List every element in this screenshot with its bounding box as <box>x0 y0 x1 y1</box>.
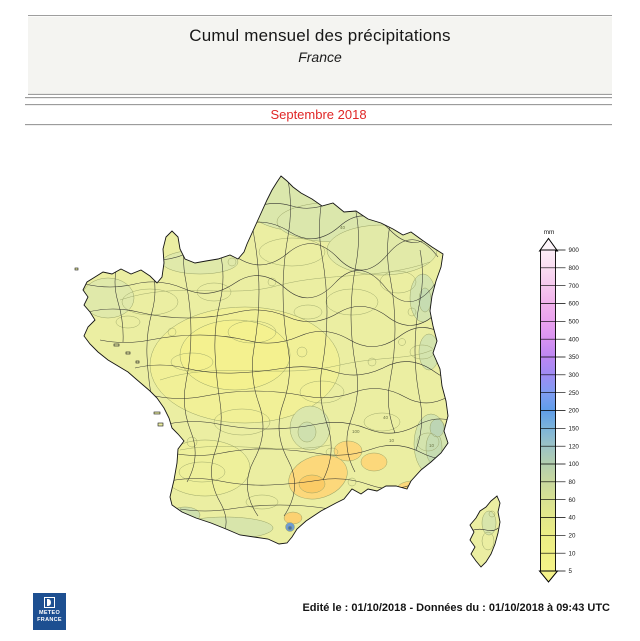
contour-value-label: 40 <box>340 225 346 230</box>
horizontal-rule <box>25 97 612 99</box>
legend-tick-label: 40 <box>568 514 576 522</box>
logo-text-line1: METEO <box>38 610 61 616</box>
precipitation-map <box>60 150 540 595</box>
legend-tick-label: 120 <box>568 443 579 451</box>
legend-tick-label: 300 <box>568 372 579 380</box>
legend-tick-label: 800 <box>568 265 579 273</box>
legend-tick-label: 500 <box>568 318 579 326</box>
legend-tick-label: 900 <box>568 247 579 255</box>
legend-tick-label: 700 <box>568 282 579 290</box>
legend-tick-label: 600 <box>568 300 579 308</box>
legend-tick-label: 20 <box>568 532 576 540</box>
legend-tick-label: 5 <box>568 568 572 576</box>
page-subtitle: France <box>298 49 342 65</box>
legend-tick-label: 60 <box>568 496 576 504</box>
legend-unit-label: mm <box>543 229 555 236</box>
meteo-france-logo-icon <box>44 597 55 608</box>
legend-tick-label: 400 <box>568 336 579 344</box>
month-band <box>25 104 612 125</box>
legend-tick-label: 350 <box>568 354 579 362</box>
legend-tick-label: 10 <box>568 550 576 558</box>
contour-value-label: 40 <box>383 415 389 420</box>
contour-value-label: 10 <box>389 438 395 443</box>
legend-bottom-arrow-icon <box>540 571 558 582</box>
legend-tick-label: 100 <box>568 461 579 469</box>
logo-text-line2: FRANCE <box>37 616 62 623</box>
header-box <box>28 15 612 95</box>
period-label: Septembre 2018 <box>270 107 367 122</box>
legend-tick-label: 150 <box>568 425 579 433</box>
legend-tick-label: 80 <box>568 479 576 487</box>
legend-tick-label: 200 <box>568 407 579 415</box>
legend-top-arrow-icon <box>540 239 558 252</box>
contour-value-label: 10 <box>429 443 435 448</box>
contour-value-label: 100 <box>352 429 360 434</box>
edition-info: Edité le : 01/10/2018 - Données du : 01/10/2018 à 09:43 UTC <box>302 602 610 614</box>
legend-tick-label: 250 <box>568 389 579 397</box>
meteo-france-logo <box>33 593 66 630</box>
corsica <box>470 496 500 567</box>
page-title: Cumul mensuel des précipitations <box>189 26 451 45</box>
precipitation-legend <box>530 222 620 594</box>
